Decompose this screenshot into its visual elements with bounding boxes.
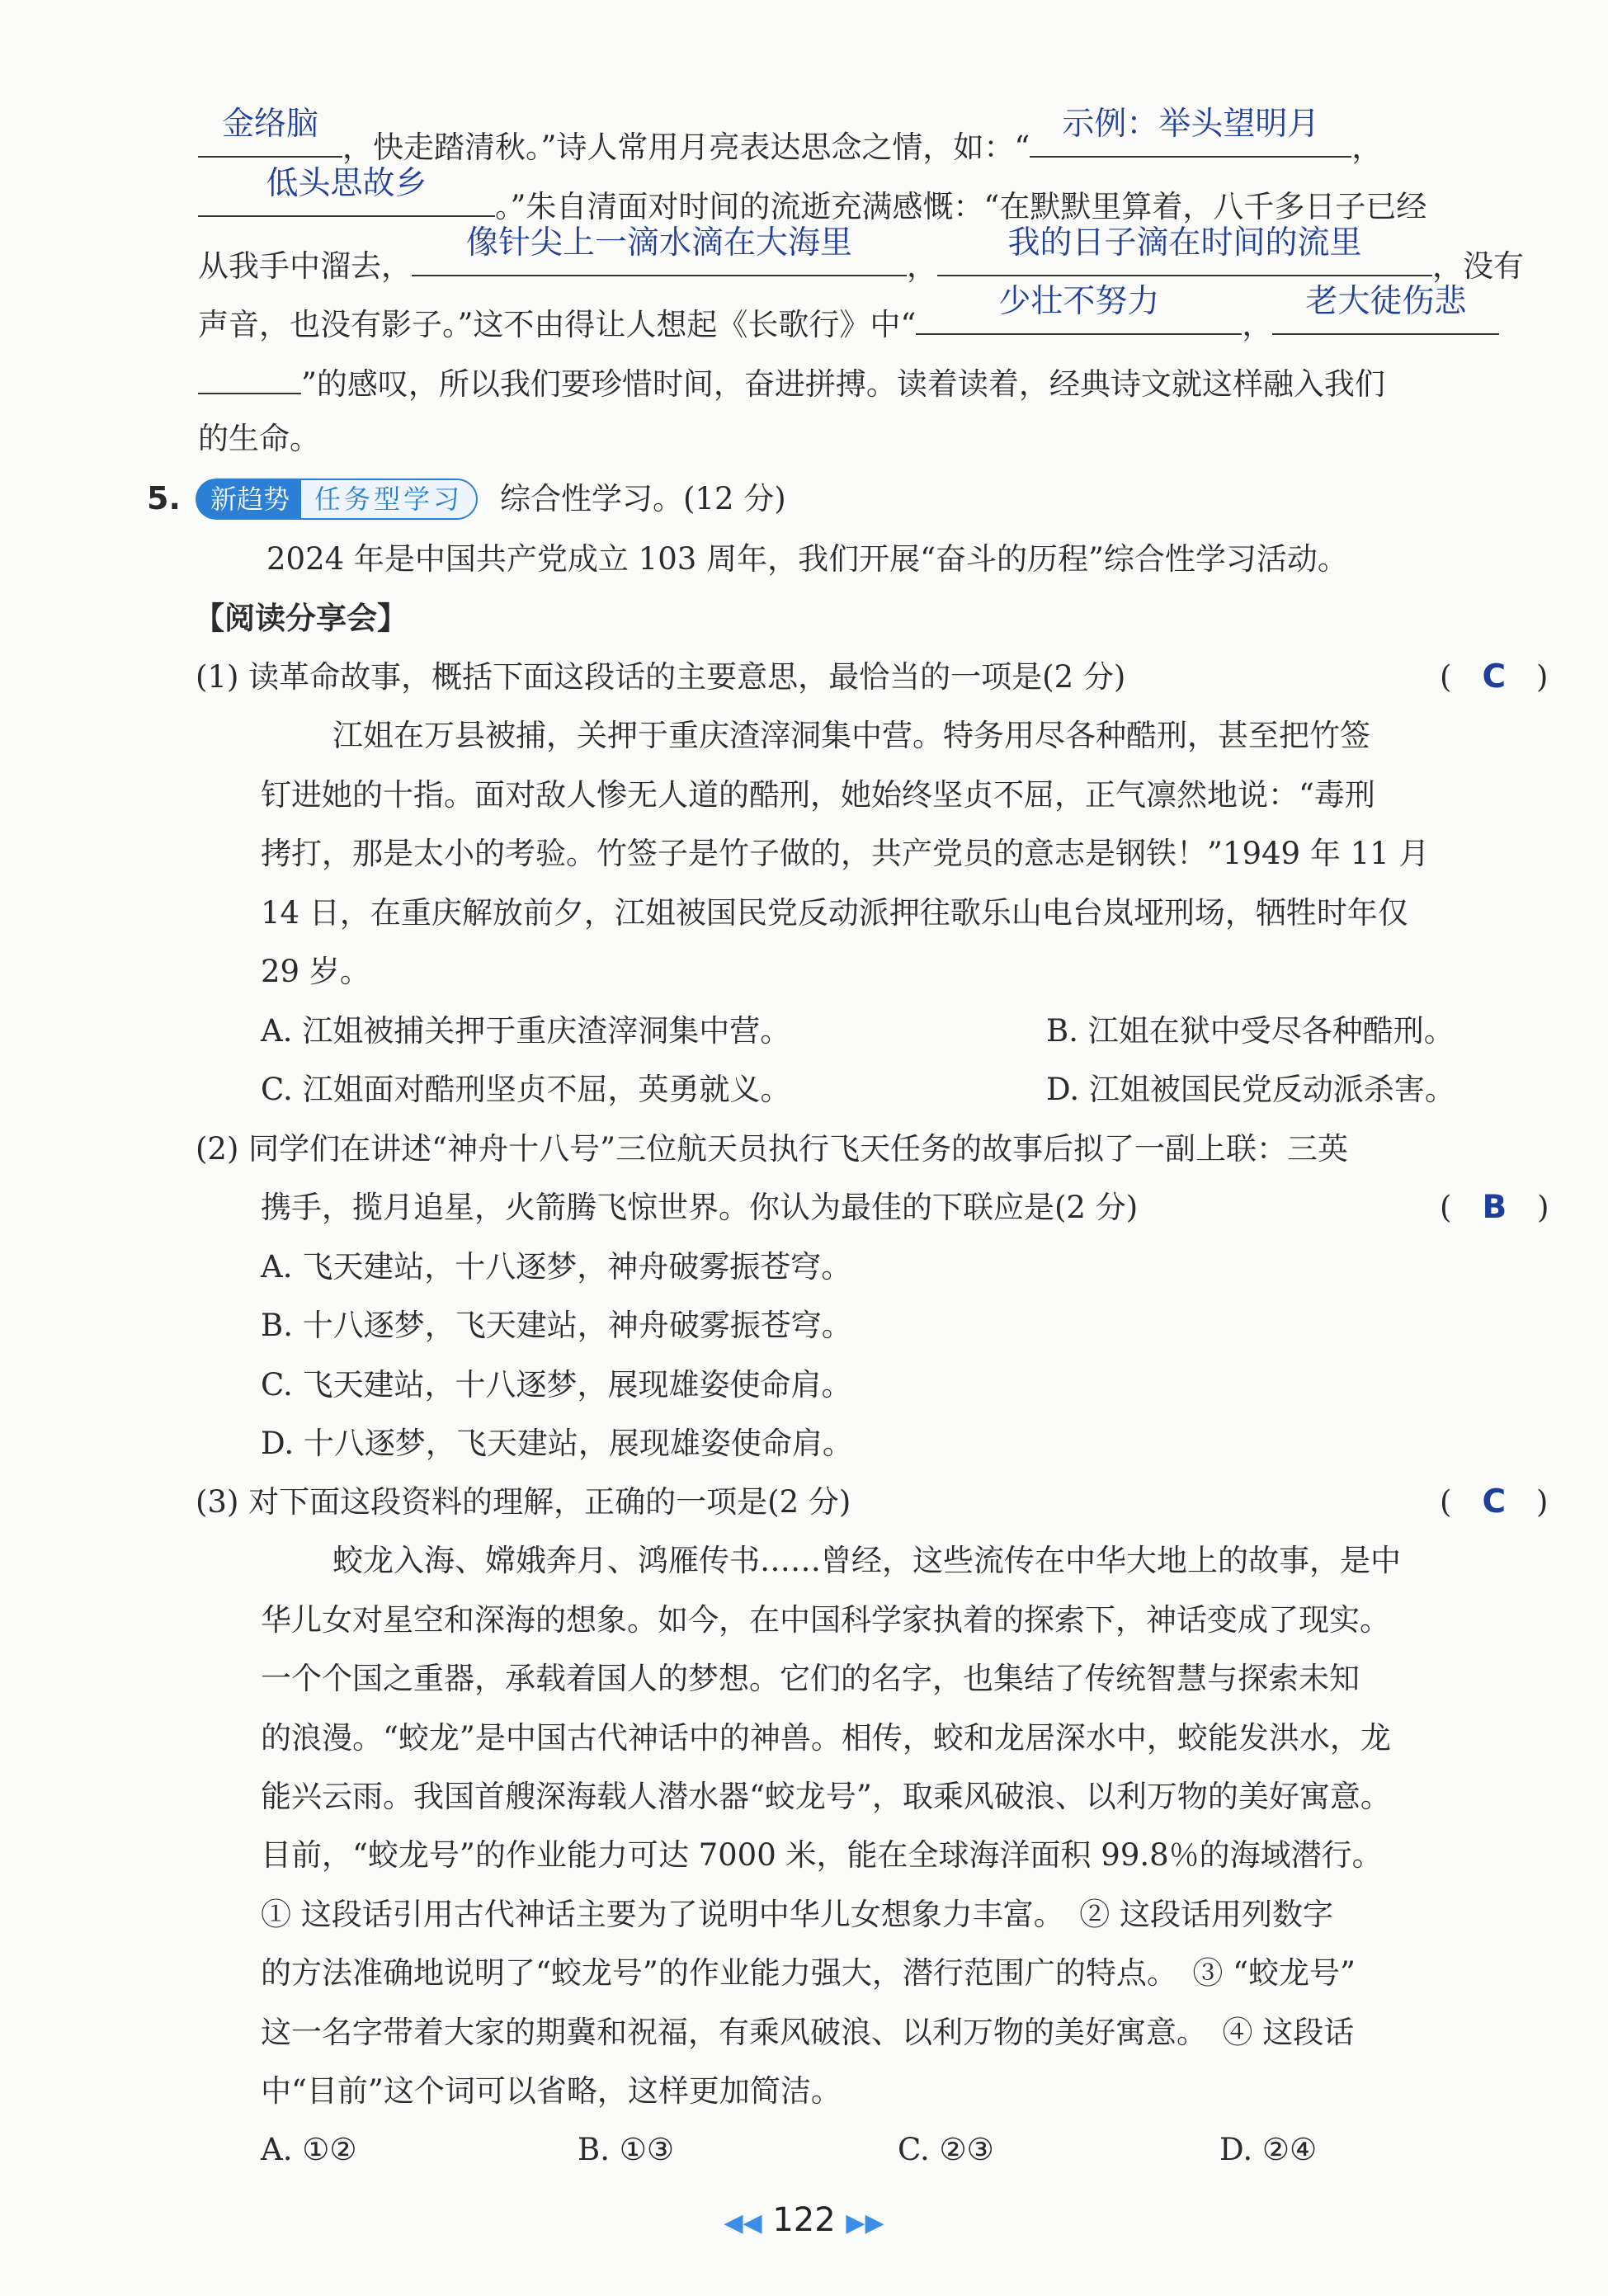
answer-blank — [1272, 283, 1499, 335]
sub3-answer-paren: ( C ) — [1440, 1483, 1549, 1520]
text-segment: ”的感叹，所以我们要珍惜时间，奋进拼搏。读着读着，经典诗文就这样融入我们 — [301, 366, 1385, 402]
answer-blank — [1030, 106, 1351, 158]
section-title: 【阅读分享会】 — [194, 601, 408, 636]
badge-label-left: 新趋势 — [196, 479, 301, 520]
sub3-passage-line: 蛟龙入海、嫦娥奔月、鸿雁传书……曾经，这些流传在中华大地上的故事，是中 — [332, 1543, 1401, 1578]
handwritten-answer: 老大徒伤悲 — [1305, 283, 1467, 320]
sub1-option-a: A. 江姐被捕关押于重庆渣滓洞集中营。 — [261, 1013, 791, 1049]
sub1-passage-line: 14 日，在重庆解放前夕，江姐被国民党反动派押往歌乐山电台岚垭刑场，牺牲时年仅 — [261, 895, 1408, 931]
sub1-passage-line: 拷打，那是太小的考验。竹签子是竹子做的，共产党员的意志是钢铁！”1949 年 11 月 — [261, 836, 1430, 871]
next-arrows-icon: ▶▶ — [846, 2209, 884, 2237]
sub2-option-d: D. 十八逐梦，飞天建站，展现雄姿使命肩。 — [261, 1426, 853, 1461]
sub2-option-b: B. 十八逐梦，飞天建站，神舟破雾振苍穹。 — [261, 1308, 852, 1343]
new-trend-badge — [196, 479, 478, 520]
text-segment: ， — [1351, 130, 1383, 165]
sub2-option-a: A. 飞天建站，十八逐梦，神舟破雾振苍穹。 — [261, 1249, 852, 1285]
sub2-answer: B — [1482, 1189, 1507, 1226]
sub3-passage-line: 能兴云雨。我国首艘深海载人潜水器“蛟龙号”，取乘风破浪、以利万物的美好寓意。 — [261, 1779, 1391, 1814]
sub3-stem: (3) 对下面这段资料的理解，正确的一项是(2 分) — [196, 1484, 851, 1520]
sub1-passage-line: 江姐在万县被捕，关押于重庆渣滓洞集中营。特务用尽各种酷刑，甚至把竹签 — [332, 718, 1370, 753]
sub3-statement-line: 中“目前”这个词可以省略，这样更加简洁。 — [261, 2073, 842, 2109]
sub3-option-a: A. ①② — [261, 2132, 357, 2167]
sub3-statement-line: 的方法准确地说明了“蛟龙号”的作业能力强大，潜行范围广的特点。 ③ “蛟龙号” — [261, 1955, 1356, 1991]
sub3-passage-line: 华儿女对星空和深海的想象。如今，在中国科学家执着的探索下，神话变成了现实。 — [261, 1602, 1390, 1638]
intro-text: 2024 年是中国共产党成立 103 周年，我们开展“奋斗的历程”综合性学习活动。 — [266, 541, 1348, 577]
badge-label-right: 任务型学习 — [301, 479, 478, 520]
sub3-answer: C — [1482, 1483, 1507, 1520]
sub1-answer-paren: ( C ) — [1440, 658, 1549, 695]
sub3-option-b: B. ①③ — [578, 2132, 675, 2167]
sub3-statement-line: 这一名字带着大家的期冀和祝福，有乘风破浪、以利万物的美好寓意。 ④ 这段话 — [261, 2015, 1355, 2050]
handwritten-answer: 低头思故乡 — [266, 165, 427, 202]
question-number: 5. — [147, 480, 181, 516]
answer-blank — [198, 106, 342, 158]
answer-blank — [198, 165, 495, 217]
sub1-stem: (1) 读革命故事，概括下面这段话的主要意思，最恰当的一项是(2 分) — [196, 659, 1126, 695]
page-number: 122 — [772, 2201, 836, 2239]
answer-blank — [412, 224, 907, 276]
handwritten-answer: 像针尖上一滴水滴在大海里 — [465, 224, 852, 262]
handwritten-answer: 示例：举头望明月 — [1062, 106, 1320, 143]
sub2-option-c: C. 飞天建站，十八逐梦，展现雄姿使命肩。 — [261, 1367, 852, 1403]
sub3-option-d: D. ②④ — [1219, 2132, 1318, 2167]
handwritten-answer: 金络脑 — [221, 106, 318, 143]
handwritten-answer: 我的日子滴在时间的流里 — [1007, 224, 1362, 262]
prev-arrows-icon: ◀◀ — [724, 2209, 762, 2237]
sub3-passage-line: 目前，“蛟龙号”的作业能力可达 7000 米，能在全球海洋面积 99.8％的海域潜行。 — [261, 1837, 1383, 1873]
page-footer — [0, 2201, 1608, 2239]
text-segment: ， — [1242, 307, 1273, 342]
sub2-answer-paren: ( B ) — [1440, 1189, 1549, 1226]
text-segment: ， — [907, 248, 937, 284]
sub1-passage-line: 29 岁。 — [261, 954, 370, 989]
text-segment: 从我手中溜去， — [198, 248, 412, 284]
answer-blank — [937, 224, 1432, 276]
text-segment: 。”朱自清面对时间的流逝充满感慨：“在默默里算着，八千多日子已经 — [495, 189, 1427, 224]
sub2-stem-line2: 携手，揽月追星，火箭腾飞惊世界。你认为最佳的下联应是(2 分) — [261, 1190, 1139, 1225]
handwritten-answer: 少壮不努力 — [998, 283, 1160, 320]
sub1-answer: C — [1482, 658, 1507, 695]
sub3-passage-line: 的浪漫。“蛟龙”是中国古代神话中的神兽。相传，蛟和龙居深水中，蛟能发洪水，龙 — [261, 1720, 1391, 1756]
sub1-passage-line: 钉进她的十指。面对敌人惨无人道的酷刑，她始终坚贞不屈，正气凛然地说：“毒刑 — [261, 777, 1375, 813]
sub1-option-b: B. 江姐在狱中受尽各种酷刑。 — [1046, 1013, 1455, 1049]
question-title: 综合性学习。(12 分) — [500, 481, 786, 516]
text-segment: ，快走踏清秋。”诗人常用月亮表达思念之情，如：“ — [342, 130, 1030, 165]
fill-line-5 — [198, 355, 1385, 404]
sub2-stem-line1: (2) 同学们在讲述“神舟十八号”三位航天员执行飞天任务的故事后拟了一副上联：三英 — [196, 1131, 1349, 1167]
text-segment: 声音，也没有影子。”这不由得让人想起《长歌行》中“ — [198, 307, 917, 342]
sub1-option-d: D. 江姐被国民党反动派杀害。 — [1046, 1072, 1455, 1107]
sub1-option-c: C. 江姐面对酷刑坚贞不屈，英勇就义。 — [261, 1072, 791, 1107]
sub3-option-c: C. ②③ — [898, 2132, 994, 2167]
fill-line-4 — [198, 283, 1499, 345]
answer-blank — [198, 355, 301, 394]
fill-line-6: 的生命。 — [198, 421, 320, 456]
sub3-passage-line: 一个个国之重器，承载着国人的梦想。它们的名字，也集结了传统智慧与探索未知 — [261, 1661, 1360, 1696]
text-segment: ，没有 — [1432, 248, 1524, 284]
sub3-statement-line: ① 这段话引用古代神话主要为了说明中华儿女想象力丰富。 ② 这段话用列数字 — [261, 1897, 1334, 1932]
answer-blank — [916, 283, 1242, 335]
